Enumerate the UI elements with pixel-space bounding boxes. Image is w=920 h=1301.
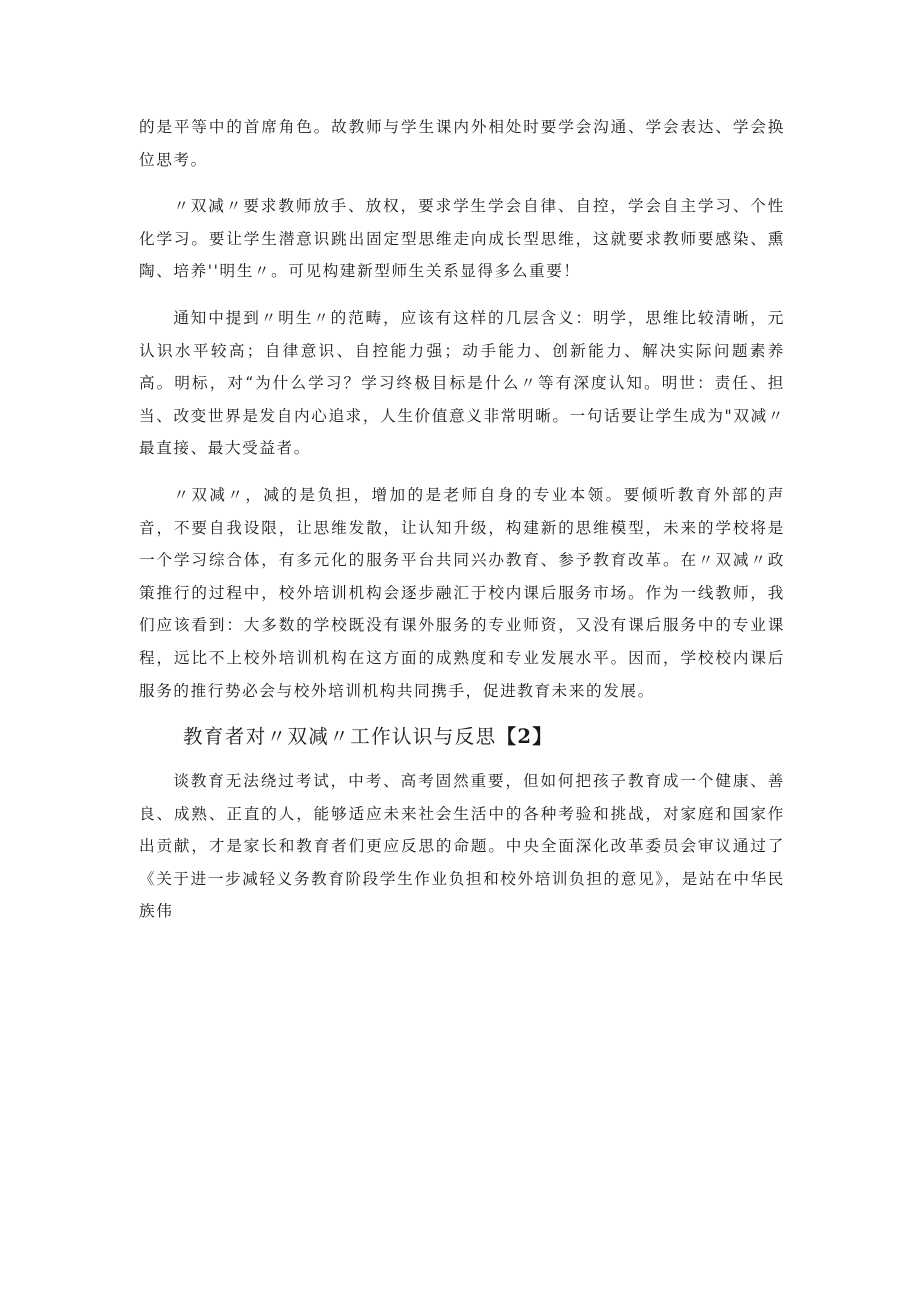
paragraph-double-reduction-requirements: 〃双减〃要求教师放手、放权，要求学生学会自律、自控，学会自主学习、个性化学习。要让学生潜意识跳出固定型思维走向成长型思维，这就要求教师要感染、熏陶、培养''明生〃。可见构建新型师生关系显得多么重要！ bbox=[139, 197, 785, 281]
paragraph-continuation: 的是平等中的首席角色。故教师与学生课内外相处时要学会沟通、学会表达、学会换位思考。 bbox=[139, 118, 785, 169]
paragraph-education-exams: 谈教育无法绕过考试，中考、高考固然重要，但如何把孩子教育成一个健康、善良、成熟、正直的人，能够适应未来社会生活中的各种考验和挑战，对家庭和国家作出贡献，才是家长和教育者们更应反思的命题。中央全面深化改革委员会审议通过了《关于进一步减轻义务教育阶段学生作业负担和校外培训负担的意见》，是站在中华民族伟 bbox=[139, 772, 785, 921]
section-heading bbox=[139, 717, 785, 757]
document-body bbox=[139, 111, 785, 928]
paragraph-reduced-burden: 〃双减〃，减的是负担，增加的是老师自身的专业本领。要倾听教育外部的声音，不要自我设限，让思维发散，让认知升级，构建新的思维模型，未来的学校将是一个学习综合体，有多元化的服务平台共同兴办教育、参予教育改革。在〃双减〃政策推行的过程中，校外培训机构会逐步融汇于校内课后服务市场。作为一线教师，我们应该看到：大多数的学校既没有课外服务的专业师资，又没有课后服务中的专业课程，远比不上校外培训机构在这方面的成熟度和专业发展水平。因而，学校校内课后服务的推行势必会与校外培训机构共同携手，促进教育未来的发展。 bbox=[139, 485, 785, 700]
section-heading-number: 【2】 bbox=[496, 725, 554, 749]
paragraph-mingsheng-meaning: 通知中提到〃明生〃的范畴，应该有这样的几层含义：明学，思维比较清晰，元认识水平较高；自律意识、自控能力强；动手能力、创新能力、解决实际问题素养高。明标，对“为什么学习？学习终极目标是什么〃等有深度认知。明世：责任、担当、改变世界是发自内心追求，人生价值意义非常明晰。一句话要让学生成为"双减〃最直接、最大受益者。 bbox=[139, 308, 785, 458]
section-heading-title: 教育者对〃双减〃工作认识与反思 bbox=[183, 725, 497, 749]
